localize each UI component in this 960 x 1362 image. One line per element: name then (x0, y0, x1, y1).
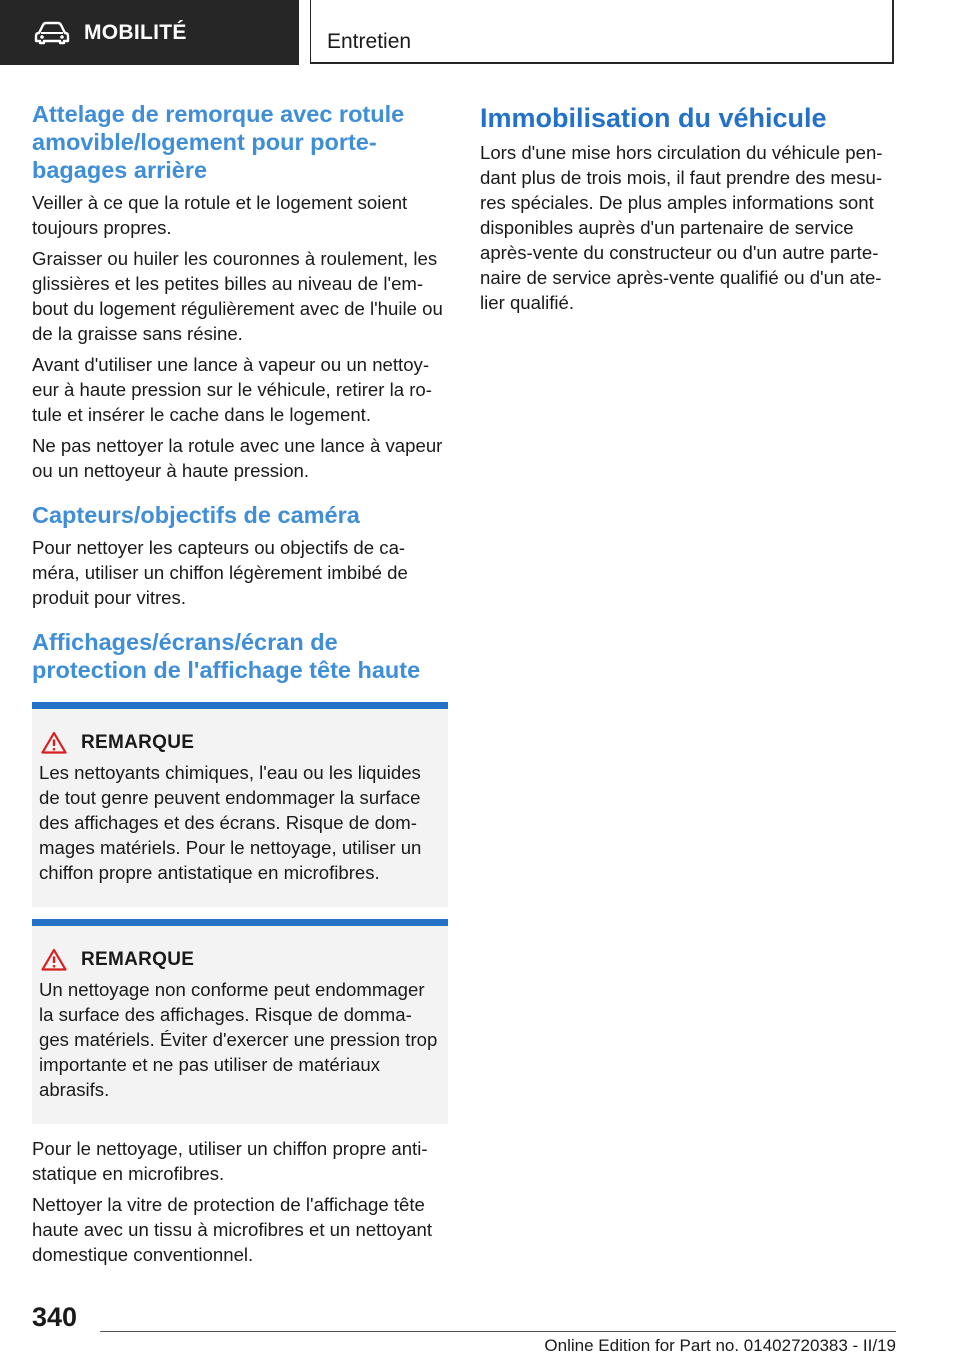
note-title: REMARQUE (81, 948, 195, 970)
heading-vehicle-storage: Immobilisation du véhicule (480, 103, 827, 133)
note-text: Les nettoyants chimiques, l'eau ou les liquides de tout genre peuvent endommager la surface des affichages et des écrans. Risque de dom-mages matériels. Pour le nettoyage, utiliser un chiffon propre antistatique en microfibres. (39, 762, 422, 883)
warning-icon (41, 731, 67, 754)
edition-text: Online Edition for Part no. 01402720383 - II/19 (544, 1336, 896, 1355)
right-column (480, 100, 896, 321)
warning-icon (41, 948, 67, 971)
paragraph: Pour nettoyer les capteurs ou objectifs de ca-méra, utiliser un chiffon légèrement imbibé de produit pour vitres. (32, 537, 408, 608)
paragraph: Avant d'utiliser une lance à vapeur ou un nettoy-eur à haute pression sur le véhicule, retirer la ro-tule et insérer le cache dans le logement. (32, 354, 432, 425)
section-title: MOBILITÉ (84, 20, 187, 44)
heading-camera-sensors: Capteurs/objectifs de caméra (32, 502, 360, 528)
car-icon (34, 21, 70, 45)
note-title: REMARQUE (81, 731, 195, 753)
chapter-title: Entretien (327, 30, 412, 53)
paragraph: Veiller à ce que la rotule et le logement soient toujours propres. (32, 192, 408, 238)
heading-displays: Affichages/écrans/écran de protection de l'affichage tête haute (32, 629, 421, 683)
paragraph: Nettoyer la vitre de protection de l'affichage tête haute avec un tissu à microfibres et un nettoyant domestique conventionnel. (32, 1194, 432, 1265)
footer-divider (100, 1331, 896, 1332)
left-column (32, 100, 448, 1273)
note-box (32, 919, 448, 1124)
heading-trailer-hitch: Attelage de remorque avec rotule amovible/logement pour porte-bagages arrière (32, 101, 405, 183)
note-text: Un nettoyage non conforme peut endommager la surface des affichages. Risque de domma-ges matériels. Éviter d'exercer une pression trop importante et ne pas utiliser de matériaux abrasifs. (39, 979, 438, 1100)
chapter-box (310, 0, 894, 64)
page-number: 340 (32, 1302, 78, 1332)
paragraph: Graisser ou huiler les couronnes à roulement, les glissières et les petites billes au niveau de l'em-bout du logement régulièrement avec de l'huile ou de la graisse sans résine. (32, 248, 443, 344)
paragraph: Lors d'une mise hors circulation du véhicule pen-dant plus de trois mois, il faut prendre des mesu-res spéciales. De plus amples informations sont disponibles auprès d'un partenaire de service après-vente du constructeur ou d'un autre parte-naire de service après-vente qualifié ou d'un ate-lier qualifié. (480, 142, 883, 313)
paragraph: Pour le nettoyage, utiliser un chiffon propre anti-statique en microfibres. (32, 1138, 428, 1184)
section-tab (0, 0, 299, 65)
note-box (32, 702, 448, 907)
paragraph: Ne pas nettoyer la rotule avec une lance à vapeur ou un nettoyeur à haute pression. (32, 435, 443, 481)
